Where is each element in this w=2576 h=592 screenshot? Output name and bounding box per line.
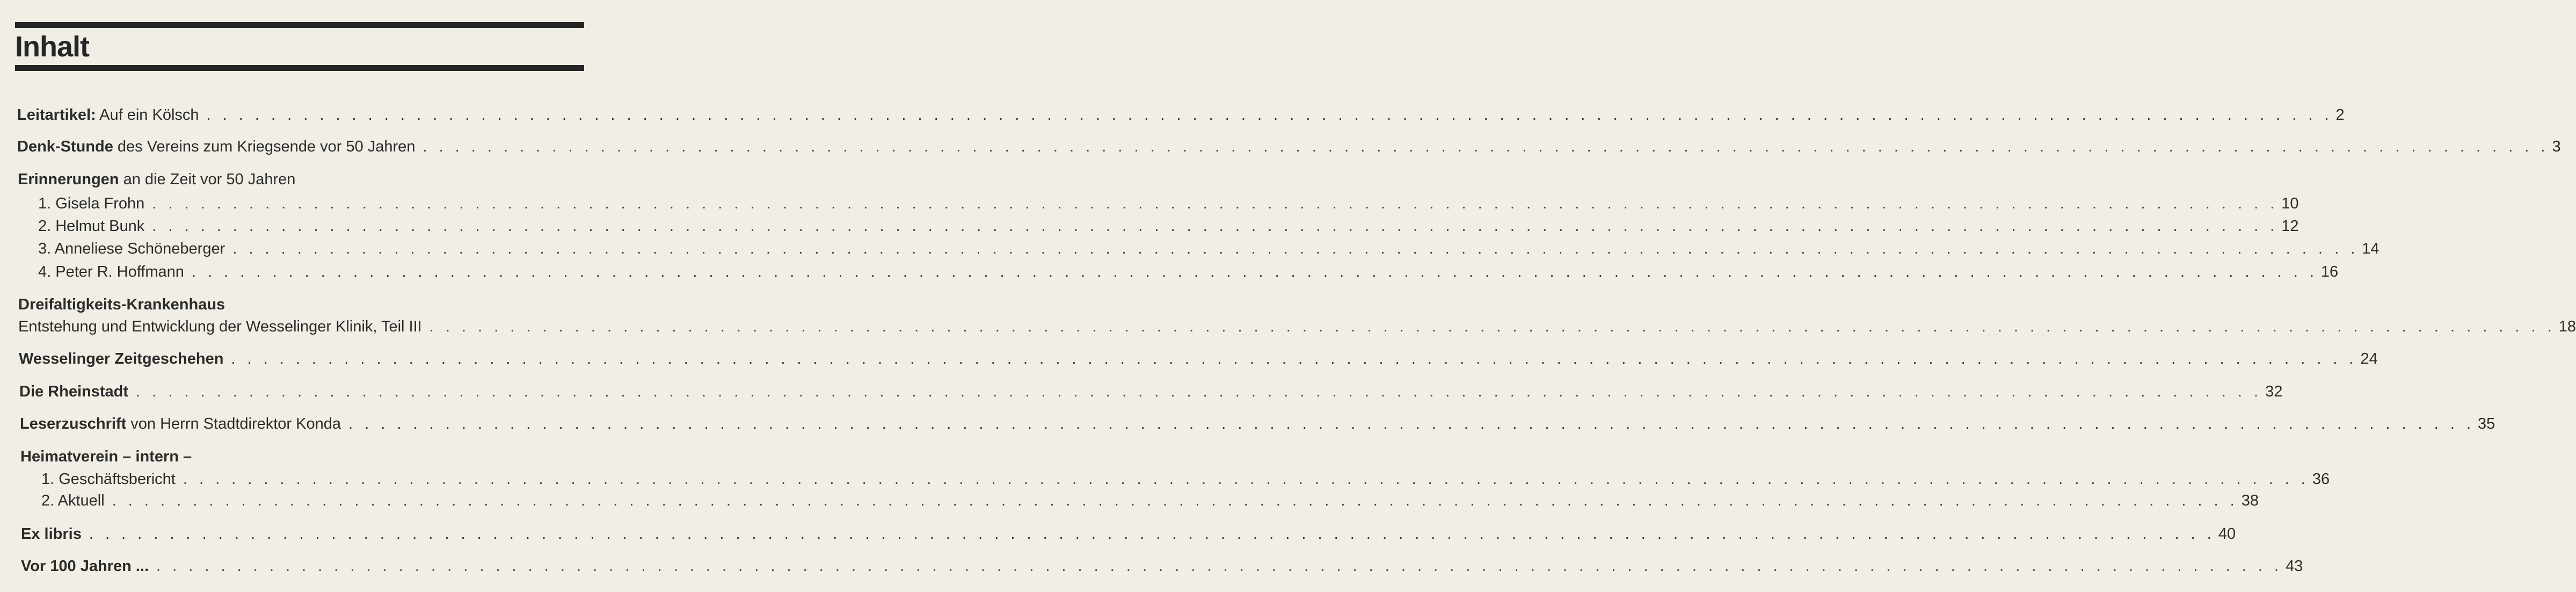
entry-text: des Vereins zum Kriegsende vor 50 Jahren bbox=[113, 138, 416, 155]
page-number: 16 bbox=[2320, 263, 2339, 280]
entry-text: von Herrn Stadtdirektor Konda bbox=[126, 415, 341, 432]
dot-leader bbox=[207, 107, 2333, 123]
dot-leader bbox=[156, 559, 2282, 574]
bottom-rule bbox=[15, 65, 584, 71]
toc-entry-exlibris[interactable] bbox=[0, 525, 2236, 543]
entry-text: Auf ein Kölsch bbox=[96, 106, 199, 124]
entry-heading: Leserzuschrift bbox=[20, 415, 127, 432]
page-number: 18 bbox=[2558, 318, 2576, 335]
toc-subentry-hoffmann[interactable] bbox=[0, 263, 2339, 280]
page-number: 40 bbox=[2218, 525, 2236, 543]
entry-heading: Denk-Stunde bbox=[17, 138, 113, 155]
entry-heading: Wesselinger Zeitgeschehen bbox=[19, 350, 224, 367]
toc-subentry-frohn[interactable] bbox=[0, 195, 2299, 212]
dot-leader bbox=[423, 139, 2549, 155]
page-number: 38 bbox=[2241, 492, 2259, 509]
subentry-label: 1. Gisela Frohn bbox=[38, 195, 145, 212]
page-number: 24 bbox=[2360, 350, 2378, 367]
entry-subtitle: Entstehung und Entwicklung der Wesselinger Klinik, Teil III bbox=[18, 318, 422, 335]
dot-leader bbox=[152, 196, 2278, 212]
page-number: 14 bbox=[2362, 240, 2379, 257]
toc-entry-leserzuschrift[interactable] bbox=[0, 415, 2495, 432]
page-number: 32 bbox=[2265, 383, 2283, 400]
subentry-label: 2. Helmut Bunk bbox=[38, 218, 145, 235]
toc-entry-zeitgeschehen[interactable] bbox=[0, 350, 2378, 367]
page-number: 3 bbox=[2552, 138, 2561, 155]
entry-heading: Vor 100 Jahren ... bbox=[21, 558, 149, 575]
toc-heading-erinnerungen bbox=[0, 172, 602, 187]
page-number: 35 bbox=[2478, 415, 2495, 432]
toc-subentry-geschaeftsbericht[interactable] bbox=[0, 471, 2330, 488]
toc-entry-vor100[interactable] bbox=[0, 558, 2303, 575]
toc-entry-denkstunde[interactable] bbox=[0, 138, 2561, 155]
page-number: 10 bbox=[2281, 195, 2299, 212]
dot-leader bbox=[112, 493, 2238, 509]
page-number: 12 bbox=[2281, 218, 2299, 235]
entry-heading: Die Rheinstadt bbox=[19, 383, 129, 400]
dot-leader bbox=[152, 219, 2278, 234]
toc-entry-dreifaltigkeit[interactable] bbox=[0, 318, 2576, 335]
dot-leader bbox=[89, 526, 2215, 542]
dot-leader bbox=[136, 384, 2262, 400]
page-title: Inhalt bbox=[15, 31, 89, 63]
subentry-label: 1. Geschäftsbericht bbox=[41, 471, 176, 488]
toc-heading-dreifaltigkeit bbox=[0, 297, 602, 313]
dot-leader bbox=[192, 264, 2318, 280]
page-number: 43 bbox=[2286, 558, 2303, 575]
dot-leader bbox=[430, 319, 2556, 335]
entry-heading: Ex libris bbox=[21, 525, 82, 543]
dot-leader bbox=[348, 416, 2475, 432]
top-rule bbox=[15, 22, 584, 28]
toc-heading-heimatverein bbox=[0, 449, 605, 465]
subentry-label: 3. Anneliese Schöneberger bbox=[38, 240, 225, 257]
toc-subentry-aktuell[interactable] bbox=[0, 492, 2259, 509]
entry-text: an die Zeit vor 50 Jahren bbox=[119, 171, 296, 188]
entry-heading: Dreifaltigkeits-Krankenhaus bbox=[18, 296, 225, 313]
toc-entry-rheinstadt[interactable] bbox=[0, 383, 2283, 400]
subentry-label: 4. Peter R. Hoffmann bbox=[38, 263, 184, 280]
toc-subentry-schoeneberger[interactable] bbox=[0, 240, 2379, 257]
dot-leader bbox=[183, 472, 2309, 487]
entry-heading: Heimatverein – intern – bbox=[20, 448, 192, 465]
toc-entry-leitartikel[interactable] bbox=[0, 106, 2345, 124]
entry-heading: Erinnerungen bbox=[18, 171, 119, 188]
dot-leader bbox=[232, 241, 2359, 257]
page-number: 36 bbox=[2312, 471, 2330, 488]
page-number: 2 bbox=[2335, 106, 2345, 124]
dot-leader bbox=[231, 351, 2357, 367]
toc-subentry-bunk[interactable] bbox=[0, 218, 2299, 235]
subentry-label: 2. Aktuell bbox=[41, 492, 105, 509]
entry-heading: Leitartikel: bbox=[17, 106, 96, 124]
